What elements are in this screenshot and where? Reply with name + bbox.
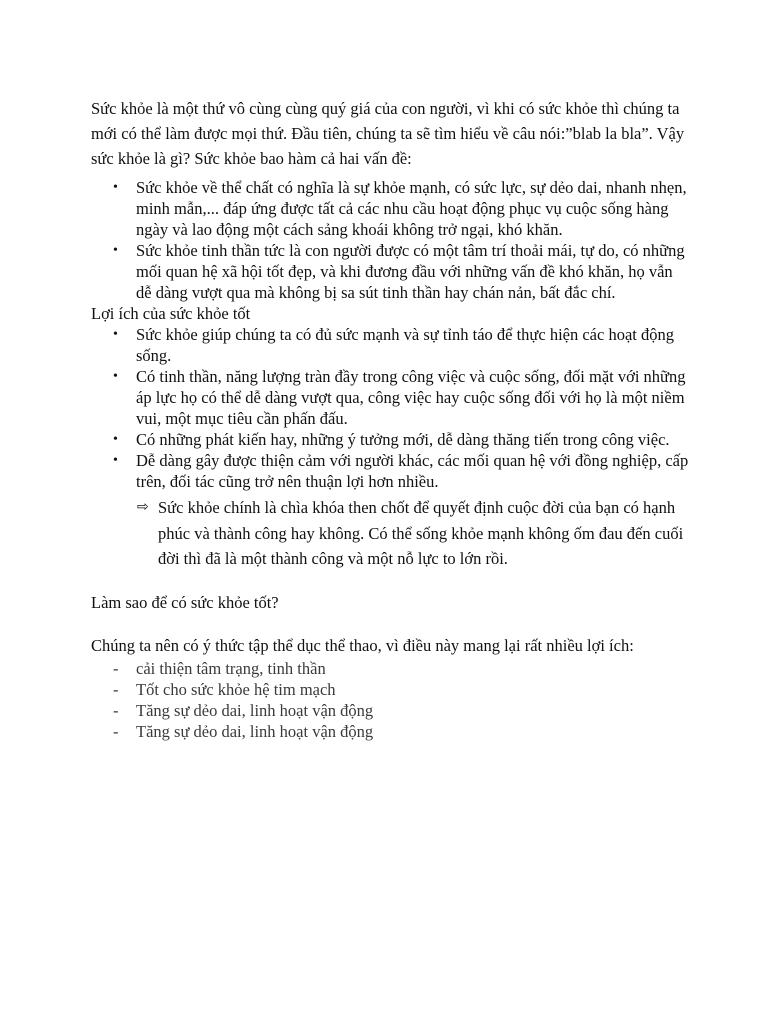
exercise-paragraph: Chúng ta nên có ý thức tập thể dục thể thao, vì điều này mang lại rất nhiều lợi ích: (91, 635, 634, 655)
list-item-text: Sức khỏe giúp chúng ta có đủ sức mạnh và sự tỉnh táo để thực hiện các hoạt động sống. (136, 325, 674, 365)
list-item (91, 177, 691, 240)
list-item (91, 658, 691, 679)
arrow-right-icon: ⇨ (137, 500, 149, 515)
list-item-text: Có tinh thần, năng lượng tràn đầy trong công việc và cuộc sống, đối mặt với những áp lực họ có thể dễ dàng vượt qua, công việc hay cuộc sống đối với họ là một niềm vui, một mục tiêu cần phấn đấu. (136, 367, 686, 428)
benefits-heading: Lợi ích của sức khỏe tốt (91, 304, 251, 323)
list-item-text: Có những phát kiến hay, những ý tưởng mới, dễ dàng thăng tiến trong công việc. (136, 430, 670, 449)
bullet-icon: • (113, 432, 118, 447)
conclusion-text: Sức khỏe chính là chìa khóa then chốt để quyết định cuộc đời của bạn có hạnh phúc và thành công hay không. Có thể sống khỏe mạnh không ốm đau đến cuối đời thì đã là một thành công và một nỗ lực to lớn rồi. (158, 498, 684, 568)
bullet-icon: • (113, 243, 118, 258)
document-page (91, 96, 691, 742)
list-item-text: Tốt cho sức khỏe hệ tim mạch (136, 679, 336, 699)
definition-list (91, 177, 691, 303)
list-item-text: Tăng sự dẻo dai, linh hoạt vận động (136, 721, 374, 741)
list-item (91, 450, 691, 492)
list-item (91, 700, 691, 721)
bullet-icon: • (113, 453, 118, 468)
bullet-icon: • (113, 369, 118, 384)
how-heading: Làm sao để có sức khỏe tốt? (91, 592, 279, 612)
list-item (91, 324, 691, 366)
list-item-text: Sức khỏe tinh thần tức là con người được có một tâm trí thoải mái, tự do, có những mối quan hệ xã hội tốt đẹp, và khi đương đầu với những vấn đề khó khăn, họ vẫn dễ dàng vượt qua mà không bị sa sút tinh thần hay chán nản, bất đắc chí. (136, 241, 685, 302)
bullet-icon: • (113, 180, 118, 195)
list-item-text: Tăng sự dẻo dai, linh hoạt vận động (136, 700, 374, 720)
dash-icon: - (113, 721, 119, 741)
list-item-text: Dễ dàng gây được thiện cảm với người khác, các mối quan hệ với đồng nghiệp, cấp trên, đối tác cũng trở nên thuận lợi hơn nhiều. (136, 451, 689, 491)
exercise-benefits-list (91, 658, 691, 742)
list-item (91, 429, 691, 450)
conclusion-item (137, 495, 703, 572)
bullet-icon: • (113, 327, 118, 342)
list-item-text: Sức khỏe về thể chất có nghĩa là sự khỏe mạnh, có sức lực, sự dẻo dai, nhanh nhẹn, minh mẫn,... đáp ứng được tất cả các nhu cầu hoạt động phục vụ cuộc sống hàng ngày và lao động một cách sảng khoái không trở ngại, khó khăn. (136, 178, 687, 239)
list-item (91, 240, 691, 303)
intro-paragraph: Sức khỏe là một thứ vô cùng cùng quý giá của con người, vì khi có sức khỏe thì chúng ta mới có thể làm được mọi thứ. Đầu tiên, chúng ta sẽ tìm hiểu về câu nói:”blab la bla”. Vậy sức khỏe là gì? Sức khỏe bao hàm cả hai vấn đề: (91, 99, 685, 168)
list-item (91, 366, 691, 429)
dash-icon: - (113, 700, 119, 720)
list-item-text: cải thiện tâm trạng, tinh thần (136, 658, 326, 678)
list-item (91, 679, 691, 700)
benefits-list (91, 324, 691, 492)
list-item (91, 721, 691, 742)
dash-icon: - (113, 658, 119, 678)
dash-icon: - (113, 679, 119, 699)
